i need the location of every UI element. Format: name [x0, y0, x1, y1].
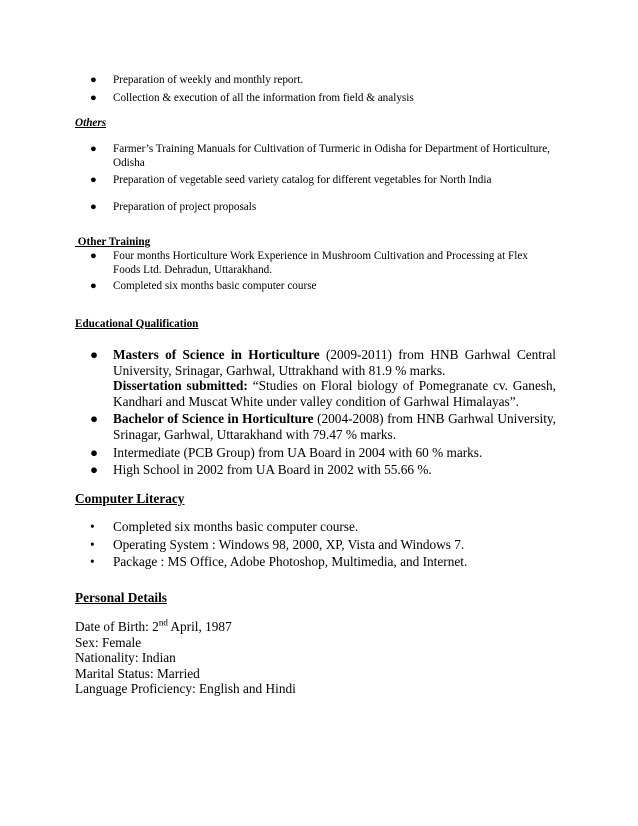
bullet-icon: •	[90, 519, 95, 534]
education-list	[0, 347, 638, 478]
degree-detail: (2009-2011) from HNB Garhwal Central University, Srinagar, Garhwal, Uttrakhand with 81.9 % marks.	[113, 347, 556, 378]
other-training-list	[0, 250, 638, 293]
list-item	[0, 411, 638, 442]
list-item	[0, 92, 638, 106]
degree-detail: (2004-2008) from HNB Garhwal University, Srinagar, Garhwal, Uttarakhand with 79.47 % marks.	[113, 411, 556, 442]
bullet-icon: ●	[90, 462, 99, 478]
list-item	[0, 462, 638, 478]
list-item	[0, 445, 638, 461]
list-item-text: Farmer’s Training Manuals for Cultivation of Turmeric in Odisha for Department of Horticulture, Odisha	[113, 143, 550, 169]
degree-title: Bachelor of Science in Horticulture	[113, 411, 314, 427]
list-item	[0, 554, 638, 570]
nationality: Nationality: Indian	[75, 650, 176, 665]
list-item	[0, 280, 638, 294]
marital-status: Marital Status: Married	[75, 665, 200, 681]
list-item-text: Completed six months basic computer course.	[113, 519, 359, 534]
bullet-icon: ●	[90, 444, 99, 460]
list-item-text: High School in 2002 from UA Board in 2002 with 55.66 %.	[113, 462, 432, 478]
list-item-text: Four months Horticulture Work Experience in Mushroom Cultivation and Processing at Flex Foods Ltd. Dehradun, Uttarakhand.	[113, 250, 528, 276]
bullet-icon: ●	[90, 91, 97, 104]
list-item-text: Preparation of project proposals	[113, 201, 257, 214]
education-heading: Educational Qualification	[75, 318, 199, 330]
list-item	[0, 250, 638, 278]
sex: Sex: Female	[75, 634, 142, 650]
bullet-icon: ●	[90, 347, 99, 362]
list-item-text: Preparation of vegetable seed variety catalog for different vegetables for North India	[113, 173, 492, 186]
list-item	[0, 201, 638, 215]
list-item	[0, 143, 638, 171]
list-item-text: Operating System : Windows 98, 2000, XP, Vista and Windows 7.	[113, 536, 465, 552]
bullet-icon: •	[90, 536, 95, 552]
degree-title: Masters of Science in Horticulture	[113, 347, 320, 362]
others-list	[0, 143, 638, 215]
list-item-text: Package : MS Office, Adobe Photoshop, Multimedia, and Internet.	[113, 554, 468, 570]
dob-suffix: April, 1987	[167, 619, 232, 634]
others-heading: Others	[75, 117, 107, 129]
bullet-icon: ●	[90, 279, 97, 292]
bullet-icon: ●	[90, 201, 97, 214]
bullet-icon: ●	[90, 411, 99, 427]
list-item-text: Preparation of weekly and monthly report.	[113, 74, 304, 86]
list-item-text: Intermediate (PCB Group) from UA Board in 2004 with 60 % marks.	[113, 444, 483, 460]
personal-details-heading: Personal Details	[75, 590, 167, 605]
bullet-icon: ●	[90, 143, 97, 155]
list-item-text: Completed six months basic computer course	[113, 279, 317, 292]
dob-ordinal: nd	[158, 617, 168, 628]
computer-literacy-heading: Computer Literacy	[75, 491, 185, 506]
list-item-text: Collection & execution of all the information from field & analysis	[113, 91, 414, 104]
list-item	[0, 537, 638, 553]
dissertation-text: “Studies on Floral biology of Pomegranate cv. Ganesh, Kandhari and Muscat White under valley condition of Garhwal Himalayas”.	[113, 378, 557, 409]
bullet-icon: ●	[90, 173, 97, 186]
list-item	[0, 74, 638, 88]
computer-list	[0, 519, 638, 570]
personal-details	[75, 619, 296, 697]
bullet-icon: •	[90, 554, 95, 570]
language-proficiency: Language Proficiency: English and Hindi	[75, 681, 296, 696]
list-item	[0, 174, 638, 188]
other-training-heading: Other Training	[75, 236, 151, 248]
dissertation-label: Dissertation submitted:	[113, 378, 248, 394]
list-item	[0, 347, 638, 409]
list-item	[0, 519, 638, 535]
dob-prefix: Date of Birth: 2	[75, 619, 159, 634]
top-list	[0, 74, 638, 106]
date-of-birth	[75, 619, 296, 635]
bullet-icon: ●	[90, 250, 97, 262]
bullet-icon: ●	[90, 74, 97, 86]
